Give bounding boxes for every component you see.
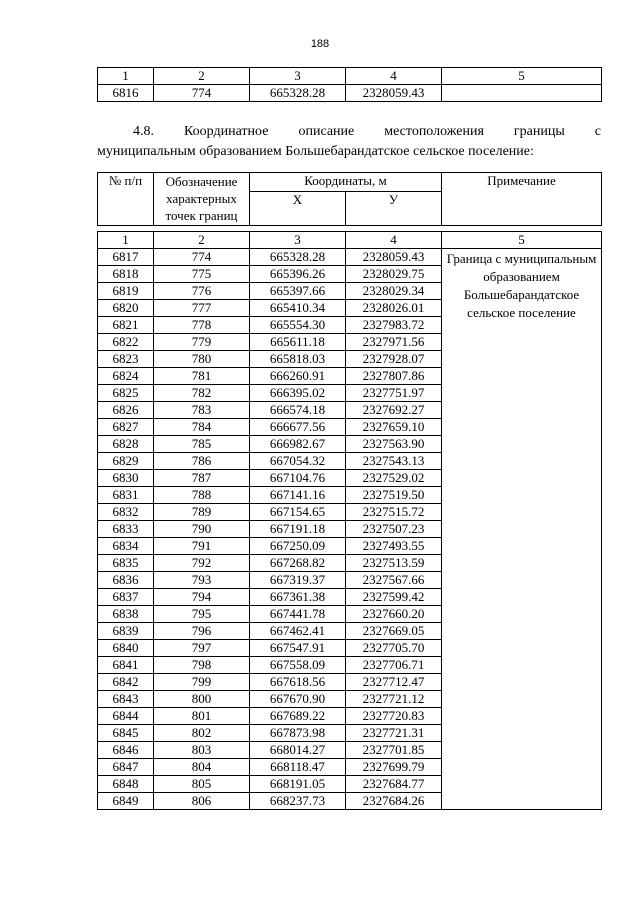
- row-y: 2327543.13: [346, 453, 442, 470]
- row-x: 667268.82: [250, 555, 346, 572]
- row-x: 665554.30: [250, 317, 346, 334]
- paragraph-word: описание: [298, 124, 355, 139]
- row-number: 6822: [98, 334, 154, 351]
- header-num: 4: [346, 68, 442, 85]
- row-x: 667104.76: [250, 470, 346, 487]
- row-point: 783: [154, 402, 250, 419]
- row-number: 6817: [98, 249, 154, 266]
- row-point: 791: [154, 538, 250, 555]
- row-y: 2327599.42: [346, 589, 442, 606]
- row-number: 6816: [98, 85, 154, 102]
- row-y: 2328026.01: [346, 300, 442, 317]
- row-point: 787: [154, 470, 250, 487]
- row-x: 667361.38: [250, 589, 346, 606]
- row-y: 2327507.23: [346, 521, 442, 538]
- row-point: 803: [154, 742, 250, 759]
- row-point: 789: [154, 504, 250, 521]
- row-number: 6837: [98, 589, 154, 606]
- row-x: 668237.73: [250, 793, 346, 810]
- section-paragraph: [97, 122, 601, 162]
- row-point: 790: [154, 521, 250, 538]
- row-y: 2327712.47: [346, 674, 442, 691]
- row-point: 784: [154, 419, 250, 436]
- paragraph-word: местоположения: [384, 124, 484, 139]
- row-y: 2327721.12: [346, 691, 442, 708]
- row-x: 667319.37: [250, 572, 346, 589]
- row-note: Граница с муниципальным образованием Большебарандатское сельское поселение: [442, 249, 602, 810]
- row-point: 794: [154, 589, 250, 606]
- row-x: 668191.05: [250, 776, 346, 793]
- row-y: 2327971.56: [346, 334, 442, 351]
- header-num: 5: [442, 232, 602, 249]
- row-point: 804: [154, 759, 250, 776]
- row-x: 665328.28: [250, 85, 346, 102]
- row-number: 6838: [98, 606, 154, 623]
- row-point: 785: [154, 436, 250, 453]
- row-point: 800: [154, 691, 250, 708]
- row-x: 667873.98: [250, 725, 346, 742]
- header-num: 4: [346, 232, 442, 249]
- row-number: 6846: [98, 742, 154, 759]
- table-row: [98, 85, 602, 102]
- row-number: 6824: [98, 368, 154, 385]
- row-y: 2328059.43: [346, 249, 442, 266]
- row-point: 778: [154, 317, 250, 334]
- row-x: 668118.47: [250, 759, 346, 776]
- row-x: 665611.18: [250, 334, 346, 351]
- row-y: 2327529.02: [346, 470, 442, 487]
- header-num: 1: [98, 232, 154, 249]
- row-point: 782: [154, 385, 250, 402]
- row-number: 6839: [98, 623, 154, 640]
- col-header-point: Обозначение характерных точек границ: [154, 173, 250, 226]
- row-point: 774: [154, 249, 250, 266]
- row-point: 788: [154, 487, 250, 504]
- row-number: 6823: [98, 351, 154, 368]
- row-y: 2327928.07: [346, 351, 442, 368]
- row-point: 779: [154, 334, 250, 351]
- row-y: 2327692.27: [346, 402, 442, 419]
- row-number: 6833: [98, 521, 154, 538]
- row-x: 666982.67: [250, 436, 346, 453]
- row-x: 667141.16: [250, 487, 346, 504]
- row-x: 665397.66: [250, 283, 346, 300]
- row-x: 666574.18: [250, 402, 346, 419]
- row-number: 6819: [98, 283, 154, 300]
- row-point: 802: [154, 725, 250, 742]
- col-header-num: № п/п: [98, 173, 154, 226]
- row-x: 666260.91: [250, 368, 346, 385]
- header-num: 3: [250, 232, 346, 249]
- row-y: 2328059.43: [346, 85, 442, 102]
- row-y: 2327720.83: [346, 708, 442, 725]
- header-num: 2: [154, 68, 250, 85]
- col-header-x: X: [250, 192, 346, 226]
- paragraph-line-1: [97, 122, 601, 142]
- paragraph-line-2: муниципальным образованием Большебарандатское сельское поселение:: [97, 144, 534, 159]
- row-point: 775: [154, 266, 250, 283]
- row-point: 774: [154, 85, 250, 102]
- row-number: 6829: [98, 453, 154, 470]
- page-number: 188: [310, 38, 330, 50]
- row-x: 667250.09: [250, 538, 346, 555]
- row-point: 781: [154, 368, 250, 385]
- row-number: 6832: [98, 504, 154, 521]
- table-header-numbers: [98, 68, 602, 85]
- col-header-coordinates: Координаты, м: [250, 173, 442, 192]
- row-y: 2327807.86: [346, 368, 442, 385]
- row-number: 6841: [98, 657, 154, 674]
- row-y: 2327705.70: [346, 640, 442, 657]
- row-y: 2327567.66: [346, 572, 442, 589]
- row-y: 2328029.75: [346, 266, 442, 283]
- header-num: 3: [250, 68, 346, 85]
- row-number: 6836: [98, 572, 154, 589]
- row-point: 805: [154, 776, 250, 793]
- row-y: 2327513.59: [346, 555, 442, 572]
- row-y: 2327563.90: [346, 436, 442, 453]
- table-header-numbers: [98, 232, 602, 249]
- row-y: 2327669.05: [346, 623, 442, 640]
- row-x: 665328.28: [250, 249, 346, 266]
- row-number: 6844: [98, 708, 154, 725]
- row-number: 6848: [98, 776, 154, 793]
- row-x: 667441.78: [250, 606, 346, 623]
- row-point: 797: [154, 640, 250, 657]
- paragraph-word: Координатное: [184, 124, 269, 139]
- row-x: 667154.65: [250, 504, 346, 521]
- coordinates-table: [97, 172, 602, 810]
- row-number: 6840: [98, 640, 154, 657]
- row-y: 2327701.85: [346, 742, 442, 759]
- row-x: 665818.03: [250, 351, 346, 368]
- row-number: 6825: [98, 385, 154, 402]
- row-y: 2327699.79: [346, 759, 442, 776]
- row-y: 2328029.34: [346, 283, 442, 300]
- row-number: 6842: [98, 674, 154, 691]
- col-header-note: Примечание: [442, 173, 602, 226]
- row-x: 666677.56: [250, 419, 346, 436]
- continued-table: [97, 67, 602, 102]
- row-number: 6845: [98, 725, 154, 742]
- row-x: 667670.90: [250, 691, 346, 708]
- row-x: 667547.91: [250, 640, 346, 657]
- row-number: 6831: [98, 487, 154, 504]
- row-y: 2327684.26: [346, 793, 442, 810]
- row-y: 2327721.31: [346, 725, 442, 742]
- row-number: 6828: [98, 436, 154, 453]
- row-point: 795: [154, 606, 250, 623]
- row-number: 6818: [98, 266, 154, 283]
- header-num: 5: [442, 68, 602, 85]
- row-y: 2327751.97: [346, 385, 442, 402]
- paragraph-word: границы: [513, 124, 565, 139]
- header-num: 1: [98, 68, 154, 85]
- row-point: 798: [154, 657, 250, 674]
- table-row: [98, 249, 602, 266]
- row-x: 667558.09: [250, 657, 346, 674]
- row-x: 665410.34: [250, 300, 346, 317]
- row-point: 786: [154, 453, 250, 470]
- row-y: 2327515.72: [346, 504, 442, 521]
- row-point: 793: [154, 572, 250, 589]
- row-number: 6835: [98, 555, 154, 572]
- row-number: 6827: [98, 419, 154, 436]
- row-x: 667462.41: [250, 623, 346, 640]
- row-number: 6826: [98, 402, 154, 419]
- row-number: 6820: [98, 300, 154, 317]
- row-number: 6821: [98, 317, 154, 334]
- row-y: 2327706.71: [346, 657, 442, 674]
- row-y: 2327684.77: [346, 776, 442, 793]
- row-point: 801: [154, 708, 250, 725]
- row-y: 2327659.10: [346, 419, 442, 436]
- row-x: 667054.32: [250, 453, 346, 470]
- row-x: 666395.02: [250, 385, 346, 402]
- row-number: 6834: [98, 538, 154, 555]
- row-x: 667689.22: [250, 708, 346, 725]
- row-x: 667618.56: [250, 674, 346, 691]
- row-y: 2327983.72: [346, 317, 442, 334]
- row-x: 667191.18: [250, 521, 346, 538]
- row-number: 6847: [98, 759, 154, 776]
- row-number: 6849: [98, 793, 154, 810]
- row-y: 2327660.20: [346, 606, 442, 623]
- row-point: 780: [154, 351, 250, 368]
- row-point: 777: [154, 300, 250, 317]
- row-number: 6843: [98, 691, 154, 708]
- row-y: 2327493.55: [346, 538, 442, 555]
- row-point: 806: [154, 793, 250, 810]
- row-point: 799: [154, 674, 250, 691]
- col-header-y: У: [346, 192, 442, 226]
- section-number: 4.8.: [133, 124, 154, 139]
- row-x: 665396.26: [250, 266, 346, 283]
- row-point: 796: [154, 623, 250, 640]
- row-note: [442, 85, 602, 102]
- row-x: 668014.27: [250, 742, 346, 759]
- row-point: 792: [154, 555, 250, 572]
- paragraph-word: с: [594, 124, 601, 139]
- row-point: 776: [154, 283, 250, 300]
- row-y: 2327519.50: [346, 487, 442, 504]
- header-num: 2: [154, 232, 250, 249]
- row-number: 6830: [98, 470, 154, 487]
